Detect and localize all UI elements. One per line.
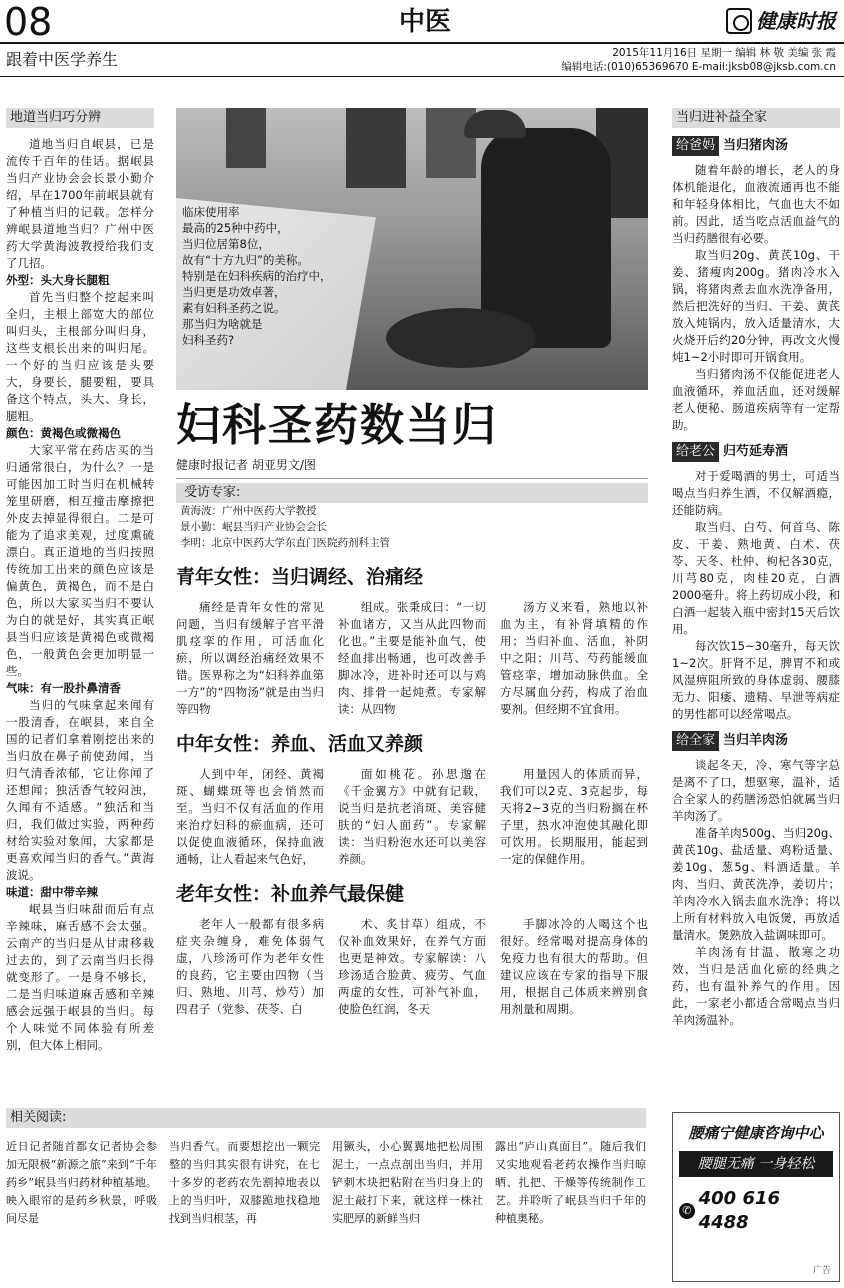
logo-text: 健康时报 (756, 9, 836, 33)
related-reading-heading: 相关阅读: (6, 1108, 646, 1128)
ad-phone (679, 1187, 833, 1235)
left-subhead-color: 颜色：黄褐色或微褐色 (6, 426, 121, 440)
experts-heading: 受访专家: (176, 483, 648, 503)
logo-icon (726, 8, 752, 34)
photo-person-legs (346, 108, 406, 188)
recipe-text: 每次饮15~30毫升，每天饮1~2次。肝肾不足，脾胃不和或风湿痹阻所致的身体虚弱、腰膝无力、阳痿、遗精、早泄等病症的男性都可以经常喝点。 (672, 639, 840, 721)
left-intro: 道地当归自岷县，已是流传千百年的佳话。据岷县当归产业协会会长景小勤介绍，早在1700年前岷县就有了种植当归的记载。怎样分辨岷县道地当归？广州中医药大学黄海波教授给我们支了几招。 (6, 137, 154, 270)
left-text-taste: 岷县当归味甜而后有点辛辣味，麻舌感不会太强。云南产的当归是从甘肃移栽过去的，到了云南当归长得就变形了。一是身不够长，二是当归味道麻舌感和辛辣感会远强于岷县的当归。每个人味觉不同体验有所差别，但大体上相同。 (6, 902, 154, 1052)
meta-date-editors: 2015年11月16日 星期一 编辑 林 敬 美编 张 霞 (612, 47, 836, 59)
photo-caption: 临床使用率 最高的25种中药中， 当归位居第8位， 故有“十方九归”的美称。 特别是在妇科疾病的治疗中， 当归更是功效卓著， 素有妇科圣药之说。 那当归为啥就是 妇科圣药? (182, 205, 332, 347)
expert-entry: 黄海波：广州中医药大学教授 (180, 505, 317, 517)
expert-entry: 景小勤：岷县当归产业协会会长 (180, 521, 327, 533)
left-subhead-shape: 外型：头大身长腿粗 (6, 273, 110, 287)
related-reading-body: 近日记者随首都女记者协会参加无限极“新源之旅”来到“千年药乡”岷县当归药材种植基地。映入眼帘的是药乡秋景，呼吸间尽是 当归香气。而要想挖出一颗完整的当归其实很有讲究，在七十多岁的老药农先割掉地表以上的当归叶，双膝跪地找稳地找到当归根茎，再 用镢头，小心翼翼地把松周围泥土，一点点剖出当归，并用铲刺木块把粘附在当归身上的泥土敲打下来，就这样一株社实肥厚的新鲜当归 露出“庐山真面目”。随后我们又实地观看老药农操作当归晾晒、扎把、干燥等传统制作工艺。并聆听了岷县当归千年的种植奥秘。 (6, 1140, 646, 1225)
meta-contact: 编辑电话:(010)65369670 E-mail:jksb08@jksb.com.cn (561, 61, 836, 73)
page-number: 08 (4, 0, 53, 44)
section-elderly-body: 老年人一般都有很多病症夹杂缠身，难免体弱气虚，八珍汤可作为老年女性的良药，它主要由四物（当归、熟地、川芎、炒芍）加四君子（党参、茯苓、白 术、炙甘草）组成，不仅补血效果好，在养气方面也更是神效。专家解读：八珍汤适合脸黄、疲劳、气血两虚的女性，可补气补血，使脸色红润，冬天 手脚冰冷的人喝这个也很好。经常喝对提高身体的免疫力也有很大的帮助。但建议应该在专家的指导下服用，根据自己体质来辨别食用剂量和周期。 (176, 917, 648, 1016)
right-column (672, 108, 840, 1108)
recipe-text: 准备羊肉500g、当归20g、黄芪10g、盐适量、鸡粉适量、姜10g、葱5g、料酒适量。羊肉、当归、黄芪洗净，姜切片；羊肉冷水入锅去血水洗净；将以上所有材料放入电饭煲，再放适量清水。煲熟放入盐调味即可。 (672, 826, 840, 942)
photo-person-legs (226, 108, 266, 168)
article-photo (176, 108, 648, 390)
ad-title: 腰痛宁健康咨询中心 (688, 1124, 824, 1142)
top-rule (0, 42, 844, 44)
recipe-text: 随着年龄的增长，老人的身体机能退化，血液流通再也不能和年轻身体相比，气血也大不如前。因此，适当吃点活血益气的当归药膳很有必要。 (672, 163, 840, 245)
left-subhead-smell: 气味：有一股扑鼻清香 (6, 681, 121, 695)
section-young-women-title: 青年女性：当归调经、治痛经 (176, 566, 424, 588)
ad-mark: 广告 (812, 1266, 831, 1276)
recipe-husband-title: 给老公 归芍延寿酒 (672, 442, 840, 462)
section-elderly-title: 老年女性：补血养气最保健 (176, 883, 405, 905)
left-text-color: 大家平常在药店买的当归通常很白，为什么？一是可能因加工时当归在机械转笼里研磨，相互撞击摩擦把外皮去掉显得很白。二是可能为了追求美观，过度熏硫漂白。真正道地的当归按照传统加工出来的颜色应该是偏黄色，黄褐色，而不是白色，所以大家买当归不要认为白的就是好，其实真正岷县当归应该是黄褐色或微褐色，一般黄色会更加明显一些。 (6, 443, 154, 678)
recipe-text: 取当归、白芍、何首乌、陈皮、干姜、熟地黄、白术、茯苓、天冬、杜仲、枸杞各30克，川芎80克，肉桂20克，白酒2000毫升。将上药切成小段，和白酒一起装入瓶中密封15天后饮用。 (672, 520, 840, 636)
page-meta (561, 46, 836, 74)
related-reading (6, 1108, 646, 1228)
left-text-shape: 首先当归整个挖起来叫全归，主根上部宽大的部位叫归头，主根部分叫归身，这些支根长出来的叫归尾。一个好的当归应该是头要大，身要长，腿要粗，要具备这个特点，头大、身长，腿粗。 (6, 290, 154, 423)
recipe-tag: 给爸妈 (672, 136, 719, 156)
expert-entry: 李明：北京中医药大学东直门医院药剂科主管 (180, 537, 390, 549)
recipe-text: 谈起冬天，冷、寒气等字总是离不了口，想驱寒，温补，适合全家人的药膳汤恐怕就属当归羊肉汤了。 (672, 758, 840, 823)
recipe-text: 当归猪肉汤不仅能促进老人血液循环，养血活血，还对缓解老人便秘、肠道疾病等有一定帮助。 (672, 367, 840, 432)
left-text-smell: 当归的气味拿起来闻有一股清香，在岷县，来自全国的记者们拿着刚挖出来的当归放在鼻子前使劲闻，当归气清香浓郁，它让你闻了还想闻；独活香气较闷浊，久闻有不适感。“独活和当归，我们做过实验，两种药材给实验对象闻，大家都是更喜欢闻当归的香气。”黄海波说。 (6, 698, 154, 882)
phone-icon: ✆ (679, 1203, 695, 1219)
left-subhead-taste: 味道：甜中带辛辣 (6, 885, 98, 899)
recipe-text: 取当归20g、黄芪10g、干姜、猪瘦肉200g。猪肉冷水入锅，将猪肉煮去血水洗净备用，然后把洗好的当归、干姜、黄芪放入炖锅内，放入适量清水，大火烧开后约20分钟，再改文火慢炖1~2小时即可开锅食用。 (672, 248, 840, 364)
article-byline: 健康时报记者 胡亚男文/图 (176, 458, 316, 472)
article-headline: 妇科圣药数当归 (176, 400, 498, 451)
recipe-text: 羊肉汤有甘温、散寒之功效，当归是活血化瘀的经典之药，也有温补养气的作用。因此，一家老小都适合常喝点当归羊肉汤温补。 (672, 945, 840, 1027)
section-middle-age-title: 中年女性：养血、活血又养颜 (176, 733, 424, 755)
ad-slogan: 腰腿无痛 一身轻松 (679, 1151, 833, 1177)
advertisement (672, 1112, 840, 1282)
masthead (0, 0, 844, 78)
experts-box (176, 478, 648, 551)
left-column (6, 108, 154, 1108)
recipe-parents-title: 给爸妈 当归猪肉汤 (672, 136, 840, 156)
tagline: 跟着中医学养生 (6, 50, 119, 69)
photo-farmer-cap (464, 110, 526, 138)
recipe-tag: 给全家 (672, 731, 719, 751)
photo-angelica-roots (386, 308, 536, 368)
recipe-family-title: 给全家 当归羊肉汤 (672, 731, 840, 751)
right-column-heading: 当归进补益全家 (672, 108, 840, 128)
ad-phone-number: 400 616 4488 (698, 1188, 781, 1233)
recipe-text: 对于爱喝酒的男士，可适当喝点当归养生酒，不仅解酒瘾，还能防病。 (672, 469, 840, 517)
section-middle-age-body: 人到中年，闭经、黄褐斑、蝴蝶斑等也会悄然而至。当归不仅有活血的作用来治疗妇科的瘀血病，还可以促使血液循环，保持血液通畅，让人看起来气色好， 面如桃花。孙思邈在《千金翼方》中就有记载，说当归是抗老消斑、美容健肤的“妇人面药”。专家解读：当归粉泡水还可以美容养颜。 用量因人的体质而异，我们可以2克、3克起步，每天将2~3克的当归粉搁在杯子里，热水冲泡使其融化即可饮用。长期服用，能起到一定的保健作用。 (176, 767, 648, 866)
recipe-tag: 给老公 (672, 442, 719, 462)
section-young-women-body: 痛经是青年女性的常见问题，当归有缓解子宫平滑肌痉挛的作用，可活血化瘀，所以调经治痛经效果不错。医界称之为“妇科养血第一方”的“四物汤”就是由当归等四物 组成。张秉成曰：“一切补血诸方，又当从此四物而化也。”主要是能补血气，使经血排出畅通，也可改善手脚冰冷，进补时还可以与鸡肉、排骨一起炖煮。专家解读：从四物 汤方义来看，熟地以补血为主，有补肾填精的作用；当归补血、活血，补阴中之阳；川芎、芍药能缓血管痉挛，增加动脉供血。全方尽属血分药，构成了治血要剂。但经期不宜食用。 (176, 600, 648, 716)
section-title: 中医 (398, 7, 451, 37)
main-article (176, 108, 648, 1018)
newspaper-logo (726, 6, 836, 36)
left-column-heading: 地道当归巧分辨 (6, 108, 154, 128)
header-bottom-rule (0, 76, 844, 77)
